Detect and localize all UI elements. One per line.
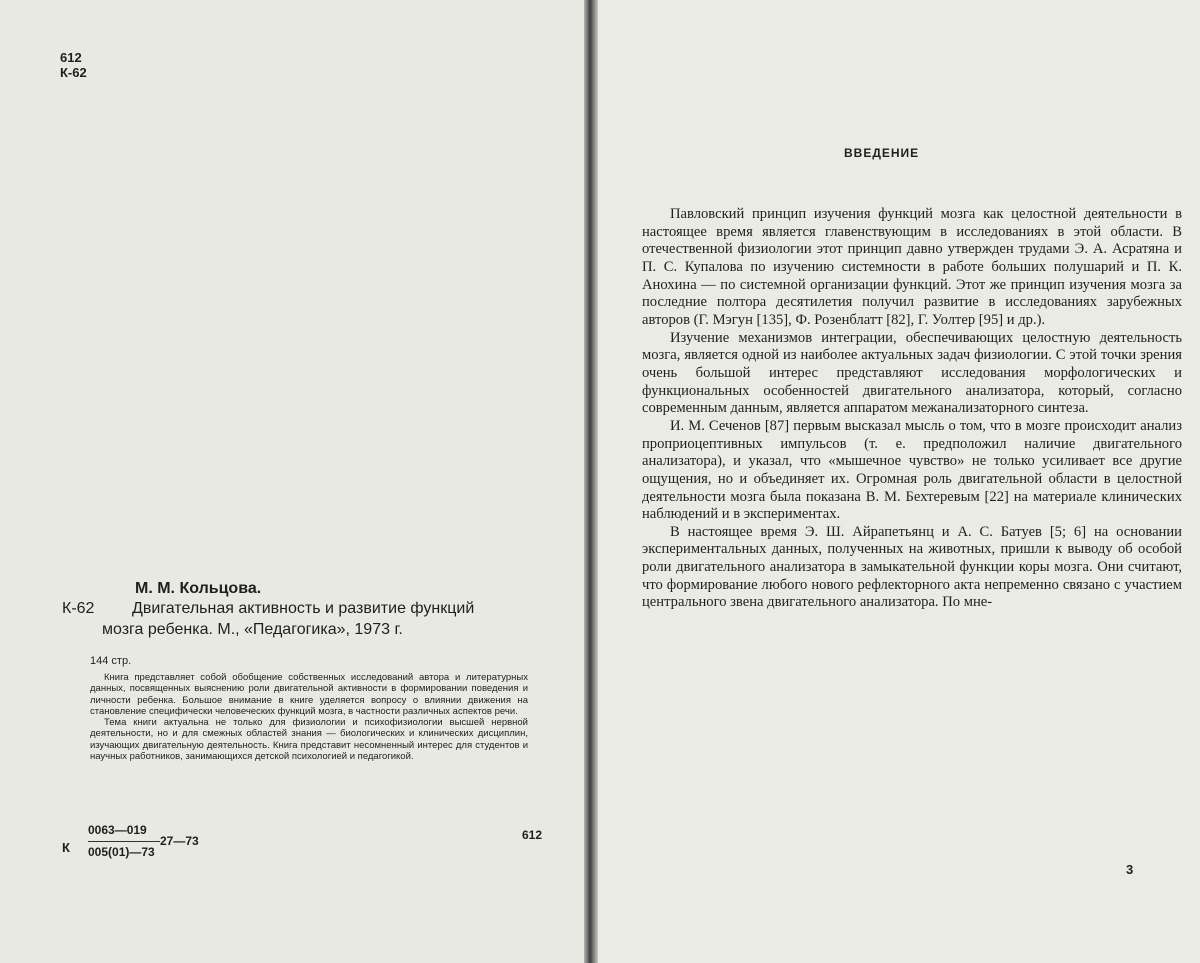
udc-number: 612 bbox=[60, 50, 82, 65]
right-page bbox=[598, 0, 1200, 963]
catalog-fraction-tail: 27—73 bbox=[160, 834, 199, 848]
page-number: 3 bbox=[1126, 862, 1134, 877]
catalog-fraction-top: 0063—019 bbox=[88, 823, 147, 837]
chapter-body bbox=[642, 206, 1182, 612]
udc-code: К-62 bbox=[60, 65, 87, 80]
left-page bbox=[0, 0, 586, 963]
page-count: 144 стр. bbox=[90, 655, 132, 667]
catalog-fraction-bottom: 005(01)—73 bbox=[88, 845, 155, 859]
bib-line-2: мозга ребенка. М., «Педагогика», 1973 г. bbox=[102, 621, 403, 638]
chapter-heading: ВВЕДЕНИЕ bbox=[844, 146, 920, 160]
fraction-line bbox=[88, 841, 160, 842]
annotation-paragraph-2: Тема книги актуальна не только для физиологии и психофизиологии высшей нервной деятельности, но и для смежных областей знания — биологических и клинических дисциплин, изучающих двигательную деятельность. Книга представит несомненный интерес для студентов и научных работников, занимающихся детской психологией и педагогикой. bbox=[90, 717, 528, 763]
bib-line-1: Двигательная активность и развитие функций bbox=[132, 600, 475, 617]
annotation bbox=[90, 672, 528, 762]
udc-index bbox=[60, 50, 87, 80]
bottom-udc-number: 612 bbox=[522, 828, 543, 842]
bib-code: К-62 bbox=[62, 600, 95, 617]
paragraph: Изучение механизмов интеграции, обеспечивающих целостную деятельность мозга, является одной из наиболее актуальных задач физиологии. С этой точки зрения очень большой интерес представляют исследования морфологических и функциональных особенностей двигательного анализатора, который, согласно современным данным, является аппаратом межанализаторного синтеза. bbox=[642, 329, 1182, 417]
annotation-paragraph-1: Книга представляет собой обобщение собственных исследований автора и литературных данных, посвященных выяснению роли двигательной активности в формировании поведения и личности ребенка. Большое внимание в книге уделяется вопросу о влиянии движения на становление специфически человеческих функций мозга, в частности различных аспектов речи. bbox=[90, 672, 528, 717]
paragraph: Павловский принцип изучения функций мозга как целостной деятельности в настоящее время является главенствующим в исследованиях в этой области. В отечественной физиологии этот принцип давно утвержден трудами Э. А. Асратяна и П. С. Купалова по изучению системности в работе больших полушарий и П. К. Анохина — по системной организации функций. Этот же принцип изучения мозга за последние полтора десятилетия получил развитие в исследованиях зарубежных авторов (Г. Мэгун [135], Ф. Розенблатт [82], Г. Уолтер [95] и др.). bbox=[642, 206, 1182, 328]
author-name: М. М. Кольцова. bbox=[135, 580, 262, 597]
book-gutter bbox=[584, 0, 598, 963]
catalog-letter: К bbox=[62, 840, 70, 855]
paragraph: В настоящее время Э. Ш. Айрапетьянц и А. С. Батуев [5; 6] на основании экспериментальных данных, полученных на животных, пришли к выводу об особой роли двигательного анализатора в замыкательной функции коры мозга. Они считают, что формирование любого нового рефлекторного акта непременно связано с участием центрального звена двигательного анализатора. По мне- bbox=[642, 523, 1182, 611]
paragraph: И. М. Сеченов [87] первым высказал мысль о том, что в мозге происходит анализ проприоцептивных импульсов (т. е. предположил наличие двигательного анализатора), и указал, что «мышечное чувство» не только усиливает все другие ощущения, но и объединяет их. Огромная роль двигательной области в целостной деятельности мозга была показана В. М. Бехтеревым [22] на материале клинических наблюдений и в экспериментах. bbox=[642, 417, 1182, 523]
